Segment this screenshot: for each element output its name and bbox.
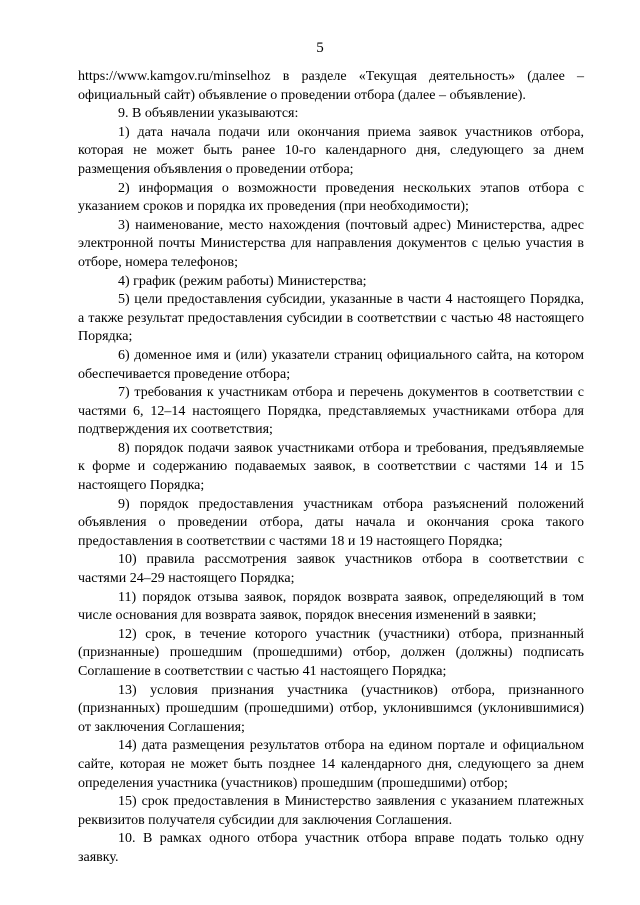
- paragraph-item-9: 9) порядок предоставления участникам отбора разъяснений положений объявления о проведении отбора, даты начала и окончания срока такого предоставления в соответствии с частями 18 и 19 настоящего Порядка;: [78, 496, 584, 549]
- paragraph-official-site-continuation: https://www.kamgov.ru/minselhoz в разделе «Текущая деятельность» (далее – официальный сайт) объявление о проведении отбора (далее – объявление).: [78, 69, 584, 103]
- page-number: 5: [316, 40, 324, 56]
- paragraph-section-10: 10. В рамках одного отбора участник отбора вправе подать только одну заявку.: [78, 831, 584, 865]
- paragraph-item-12: 12) срок, в течение которого участник (участники) отбора, признанный (признанные) прошедшим (прошедшими) отбор, должен (должны) подписать Соглашение в соответствии с частью 41 настоящего Порядка;: [78, 626, 584, 679]
- paragraph-item-14: 14) дата размещения результатов отбора на едином портале и официальном сайте, которая не может быть позднее 14 календарного дня, следующего за днем определения участника (участников) прошедшим (прошедшими) отбор;: [78, 738, 584, 791]
- paragraph-item-5: 5) цели предоставления субсидии, указанные в части 4 настоящего Порядка, а также результат предоставления субсидии в соответствии с частью 48 настоящего Порядка;: [78, 292, 584, 345]
- paragraph-item-8: 8) порядок подачи заявок участниками отбора и требования, предъявляемые к форме и содержанию подаваемых заявок, в соответствии с частями 14 и 15 настоящего Порядка;: [78, 440, 584, 494]
- paragraph-item-15: 15) срок предоставления в Министерство заявления с указанием платежных реквизитов получателя субсидии для заключения Соглашения.: [78, 794, 584, 828]
- paragraph-item-10: 10) правила рассмотрения заявок участников отбора в соответствии с частями 24–29 настоящего Порядка;: [78, 552, 584, 587]
- paragraph-item-11: 11) порядок отзыва заявок, порядок возврата заявок, определяющий в том числе основания для возврата заявок, порядок внесения изменений в заявки;: [78, 589, 584, 624]
- document-body: [78, 68, 584, 868]
- paragraph-section-9-heading: 9. В объявлении указываются:: [118, 106, 299, 122]
- paragraph-item-7: 7) требования к участникам отбора и перечень документов в соответствии с частями 6, 12–14 настоящего Порядка, представляемых участниками отбора для подтверждения их соответствия;: [78, 385, 584, 438]
- paragraph-item-4: 4) график (режим работы) Министерства;: [118, 273, 367, 289]
- paragraph-item-6: 6) доменное имя и (или) указатели страниц официального сайта, на котором обеспечивается проведение отбора;: [78, 347, 584, 382]
- paragraph-item-13: 13) условия признания участника (участников) отбора, признанного (признанных) прошедшим (прошедшими) отбор, уклонившимся (уклонившимися) от заключения Соглашения;: [78, 682, 584, 735]
- paragraph-item-3: 3) наименование, место нахождения (почтовый адрес) Министерства, адрес электронной почты Министерства для направления документов с целью участия в отборе, номера телефонов;: [78, 217, 584, 270]
- paragraph-item-1: 1) дата начала подачи или окончания приема заявок участников отбора, которая не может быть ранее 10-го календарного дня, следующего за днем размещения объявления о проведении отбора;: [78, 124, 584, 177]
- paragraph-item-2: 2) информация о возможности проведения нескольких этапов отбора с указанием сроков и порядка их проведения (при необходимости);: [78, 180, 584, 215]
